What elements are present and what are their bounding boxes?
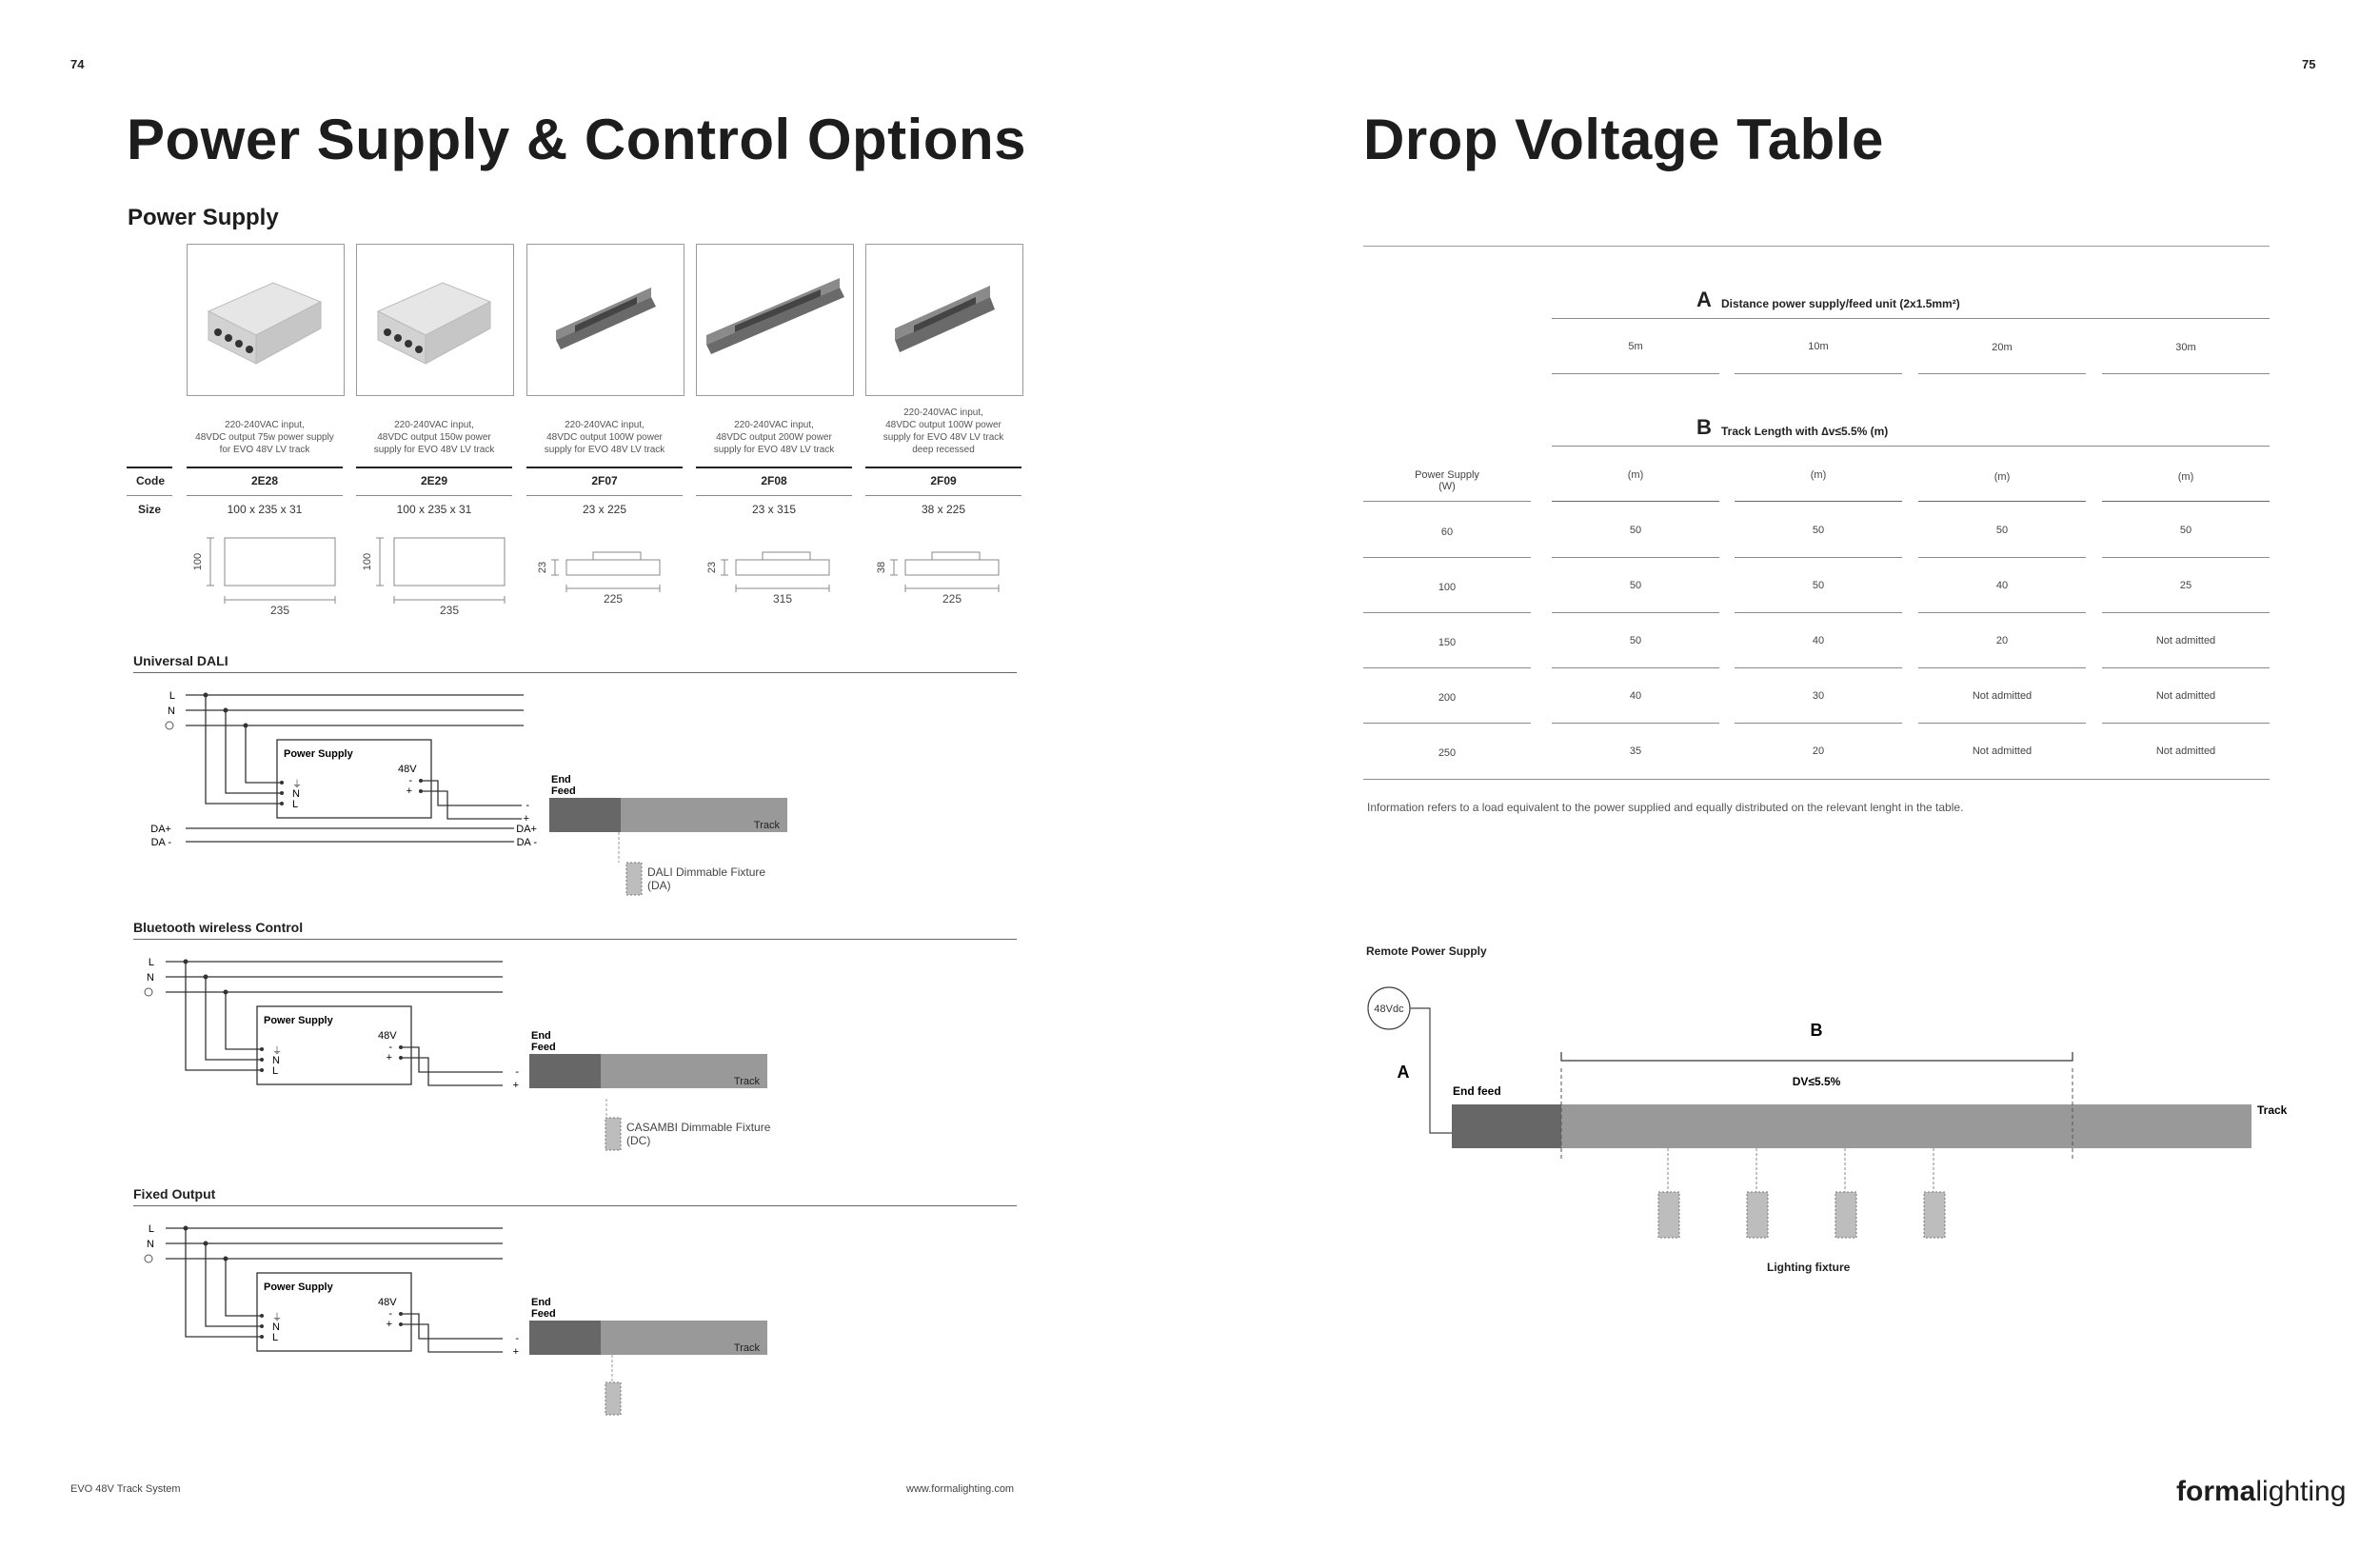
fixture-block [626,863,642,895]
svg-text:DV≤5.5%: DV≤5.5% [1792,1075,1841,1088]
product-size: 38 x 225 [921,503,966,516]
svg-text:-: - [388,1308,392,1320]
page-number-left: 74 [70,57,85,71]
product-code: 2E29 [420,474,448,487]
table-rule [1552,318,2270,319]
table-rule [187,467,343,468]
svg-text:DA -: DA - [516,837,537,848]
wiring-diagram-dali [143,686,809,914]
dim-width: 235 [269,604,290,617]
svg-text:(DC): (DC) [626,1134,651,1147]
product-code: 2F09 [930,474,957,487]
table-rule [356,467,512,468]
table-rule [1552,501,1719,502]
product-code: 2F08 [761,474,787,487]
fixture-block [605,1118,621,1150]
table-rule [696,467,852,468]
svg-text:Track: Track [2257,1103,2288,1117]
page-title-left: Power Supply & Control Options [127,108,1026,171]
svg-text:End: End [531,1030,551,1042]
svg-text:⏚: ⏚ [292,780,302,790]
distance-header: 5m [1628,341,1643,352]
svg-text:Power Supply: Power Supply [264,1015,333,1026]
table-b-label: Track Length with ∆v≤5.5% (m) [1721,425,1889,438]
table-rule [127,467,172,468]
unit-header: (m) [1993,471,2011,483]
table-rule [1735,373,1902,374]
svg-text:Track: Track [733,1342,760,1354]
dimension-drawing [526,533,717,609]
svg-text:L: L [272,1332,279,1343]
track-driver-icon [866,245,1022,395]
svg-text:N: N [272,1055,280,1066]
diagram-title: Fixed Output [133,1186,216,1202]
product-description: 220-240VAC input, 48VDC output 200W power supply for EVO 48V LV track [713,420,835,455]
svg-text:DA+: DA+ [150,824,171,835]
dim-height: 23 [537,561,548,574]
product-code: 2F07 [591,474,618,487]
product-code: 2E28 [250,474,279,487]
table-rule [2102,501,2270,502]
remote-title: Remote Power Supply [1366,944,1487,958]
table-rule [526,467,683,468]
dim-height: 38 [876,561,887,574]
wiring-diagram-bluetooth [143,952,809,1162]
table-rule [127,495,172,496]
product-card [526,244,684,396]
table-bottom-rule [1363,779,2270,780]
dim-width: 225 [603,592,624,606]
dim-width: 315 [772,592,793,606]
unit-header: (m) [2177,471,2194,483]
svg-text:+: + [512,1080,519,1091]
table-a-letter: A [1696,288,1712,311]
fixture-block [605,1382,621,1415]
svg-text:48Vdc: 48Vdc [1374,1004,1404,1015]
svg-text:-: - [388,1042,392,1053]
svg-text:-: - [515,1066,519,1078]
svg-text:N: N [147,972,154,984]
distance-header: 10m [1808,341,1829,352]
end-feed-block [549,798,621,832]
product-card [696,244,854,396]
lighting-fixture-block [1835,1192,1856,1238]
power-supply-box-icon [188,245,344,395]
track-bar [1561,1104,2251,1148]
table-rule [1918,373,2086,374]
section-title-power-supply: Power Supply [128,205,279,230]
lighting-fixture-block [1658,1192,1679,1238]
table-a-label: Distance power supply/feed unit (2x1.5mm²) [1721,297,1960,310]
dimension-drawing [865,533,1056,609]
svg-text:L: L [169,690,175,702]
end-feed-block [1452,1104,1561,1148]
svg-text:48V: 48V [398,764,417,775]
size-row-label: Size [138,503,162,516]
table-rule [1363,501,1531,502]
product-size: 23 x 225 [582,503,627,516]
svg-text:48V: 48V [378,1297,397,1308]
svg-text:DA -: DA - [150,837,171,848]
product-size: 100 x 235 x 31 [396,503,472,516]
svg-text:+: + [523,813,529,825]
product-card [356,244,514,396]
ground-icon [166,722,173,729]
wiring-diagram-fixed [143,1219,809,1428]
lighting-fixture-block [1924,1192,1945,1238]
svg-text:L: L [148,1223,154,1235]
table-rule [1552,373,1719,374]
table-rule [865,495,1021,496]
product-description: 220-240VAC input, 48VDC output 150w power supply for EVO 48V LV track [373,420,495,455]
row-header: Power Supply (W) [1415,469,1479,492]
dim-height: 100 [192,552,204,571]
distance-header: 20m [1992,342,2013,353]
svg-text:N: N [147,1239,154,1250]
power-supply-box-icon [357,245,513,395]
code-row-label: Code [136,474,165,487]
svg-text:N: N [272,1321,280,1333]
section-rule [133,1205,1017,1206]
ground-icon [145,1255,152,1262]
table-rule [2102,373,2270,374]
dim-height: 23 [706,561,718,574]
diagram-title: Universal DALI [133,653,228,668]
remote-power-diagram [1361,981,2288,1228]
footer-left: EVO 48V Track System [70,1483,181,1495]
track-driver-icon [697,245,853,395]
svg-text:CASAMBI Dimmable Fixture: CASAMBI Dimmable Fixture [626,1121,771,1134]
table-rule [865,467,1021,468]
svg-text:+: + [406,785,412,797]
svg-text:L: L [148,957,154,968]
unit-header: (m) [1627,469,1644,481]
table-rule [356,495,512,496]
dimension-drawing [696,533,886,609]
table-top-rule [1363,246,2270,247]
section-rule [133,672,1017,673]
svg-text:N: N [168,705,175,717]
svg-text:Track: Track [753,820,780,831]
svg-text:+: + [386,1319,392,1330]
svg-text:⏚: ⏚ [272,1046,282,1057]
section-rule [133,939,1017,940]
table-b-letter: B [1696,415,1712,439]
table-rule [696,495,852,496]
svg-text:⏚: ⏚ [272,1313,282,1323]
svg-text:DALI Dimmable Fixture: DALI Dimmable Fixture [647,865,766,879]
svg-text:-: - [526,800,529,811]
svg-text:Track: Track [733,1076,760,1087]
svg-text:End feed: End feed [1453,1084,1501,1098]
product-description: 220-240VAC input, 48VDC output 100W power supply for EVO 48V LV track [544,420,665,455]
distance-header: 30m [2175,342,2196,353]
product-size: 23 x 315 [751,503,797,516]
svg-text:-: - [408,775,412,786]
footer-url[interactable]: www.formalighting.com [906,1483,1015,1495]
svg-text:48V: 48V [378,1030,397,1042]
end-feed-block [529,1054,601,1088]
dimension-drawing [187,533,377,617]
lighting-fixture-block [1747,1192,1768,1238]
track-driver-icon [527,245,684,395]
svg-text:+: + [512,1346,519,1358]
product-card [865,244,1023,396]
svg-text:Feed: Feed [551,785,576,797]
dimension-drawing [356,533,546,617]
table-rule [187,495,343,496]
table-note: Information refers to a load equivalent to the power supplied and equally distributed on the relevant lenght in the table. [1367,801,1964,814]
svg-text:Power Supply: Power Supply [264,1282,333,1293]
page-title-right: Drop Voltage Table [1363,108,1884,171]
svg-text:Feed: Feed [531,1042,556,1053]
svg-text:N: N [292,788,300,800]
page-number-right: 75 [2302,57,2316,71]
svg-text:-: - [515,1333,519,1344]
brand-logo: formalighting [2176,1476,2347,1507]
dim-width: 235 [439,604,460,617]
lighting-fixture-label: Lighting fixture [1767,1261,1851,1274]
product-card [187,244,345,396]
table-rule [1552,446,2270,447]
dim-height: 100 [362,552,373,571]
svg-text:(DA): (DA) [647,879,671,892]
diagram-title: Bluetooth wireless Control [133,920,304,935]
unit-header: (m) [1810,469,1827,481]
product-description: 220-240VAC input, 48VDC output 75w power supply for EVO 48V LV track [195,420,334,455]
table-rule [1735,501,1902,502]
svg-text:A: A [1397,1063,1410,1082]
product-description: 220-240VAC input, 48VDC output 100W power supply for EVO 48V LV track deep recessed [883,407,1004,455]
svg-text:End: End [531,1297,551,1308]
svg-text:L: L [272,1065,279,1077]
svg-text:End: End [551,774,571,785]
table-rule [1918,501,2086,502]
svg-text:L: L [292,799,299,810]
table-rule [526,495,683,496]
end-feed-block [529,1321,601,1355]
svg-text:B: B [1810,1021,1823,1040]
svg-text:DA+: DA+ [516,824,537,835]
ground-icon [145,988,152,996]
product-size: 100 x 235 x 31 [227,503,303,516]
svg-text:+: + [386,1052,392,1063]
svg-text:Power Supply: Power Supply [284,748,353,760]
dim-width: 225 [942,592,962,606]
svg-text:Feed: Feed [531,1308,556,1320]
